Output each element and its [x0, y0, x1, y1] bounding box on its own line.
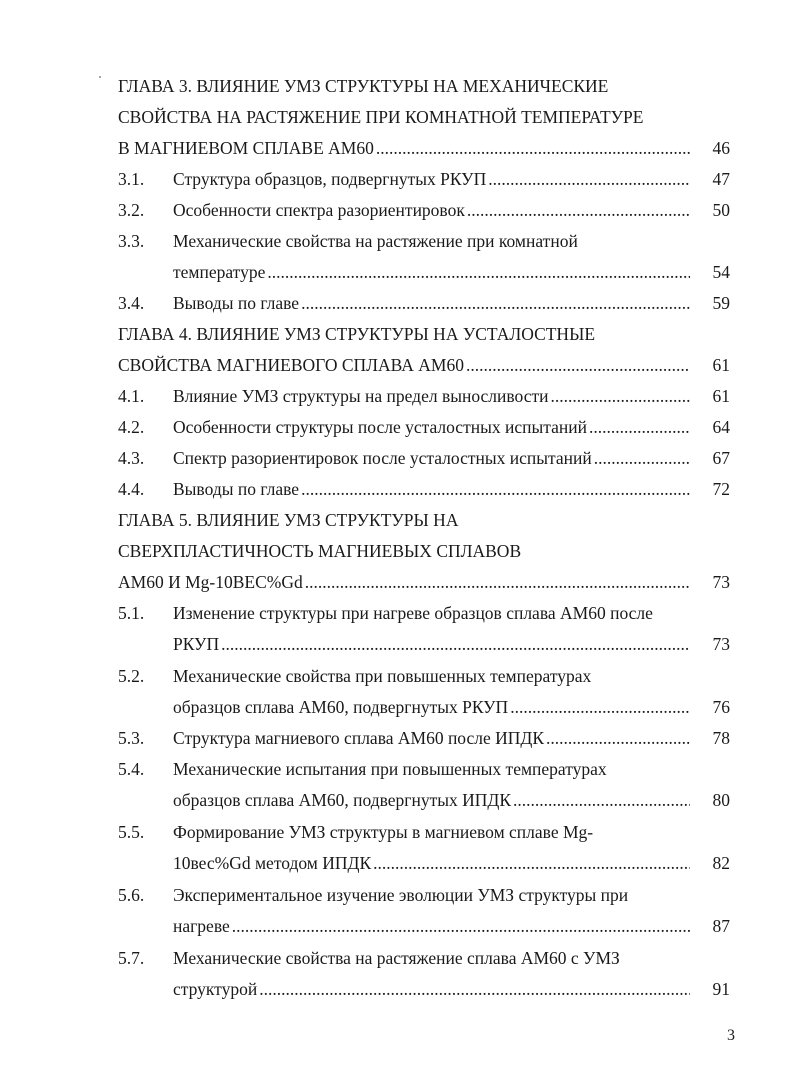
toc-entry-3-3-cont: температуре ..... 54	[118, 260, 730, 284]
toc-chapter-4-line-2: СВОЙСТВА МАГНИЕВОГО СПЛАВА АМ60 ..... 61	[118, 353, 730, 377]
toc-chapter-5-line-3: АМ60 И Mg-10ВЕС%Gd ..... 73	[118, 570, 730, 594]
toc-entry-5-5: 5.5. Формирование УМЗ структуры в магниевом сплаве Mg-	[118, 822, 594, 842]
toc-entry-3-3: 3.3. Механические свойства на растяжение при комнатной	[118, 231, 578, 251]
toc-entry-5-1-cont: РКУП ..... 73	[118, 632, 730, 656]
toc-chapter-3-line-1: ГЛАВА 3. ВЛИЯНИЕ УМЗ СТРУКТУРЫ НА МЕХАНИЧЕСКИЕ	[118, 76, 609, 96]
toc-entry-4-3: 4.3. Спектр разориентировок после усталостных испытаний ..... 67	[118, 446, 730, 470]
toc-entry-5-4-cont: образцов сплава АМ60, подвергнутых ИПДК ..... 80	[118, 788, 730, 812]
toc-entry-5-2: 5.2. Механические свойства при повышенных температурах	[118, 666, 592, 686]
toc-entry-5-6: 5.6. Экспериментальное изучение эволюции УМЗ структуры при	[118, 885, 629, 905]
toc-chapter-5-line-1: ГЛАВА 5. ВЛИЯНИЕ УМЗ СТРУКТУРЫ НА	[118, 510, 459, 530]
toc-entry-5-5-cont: 10вес%Gd методом ИПДК ..... 82	[118, 851, 730, 875]
toc-entry-3-2: 3.2. Особенности спектра разориентировок ..... 50	[118, 198, 730, 222]
page-number: 3	[727, 1027, 735, 1044]
toc-entry-3-1: 3.1. Структура образцов, подвергнутых РКУП ..... 47	[118, 167, 730, 191]
toc-entry-4-1: 4.1. Влияние УМЗ структуры на предел выносливости ..... 61	[118, 384, 730, 408]
toc-entry-5-4: 5.4. Механические испытания при повышенных температурах	[118, 759, 607, 779]
scan-speck	[99, 76, 101, 78]
toc-entry-4-4: 4.4. Выводы по главе ..... 72	[118, 477, 730, 501]
toc-entry-3-4: 3.4. Выводы по главе ..... 59	[118, 291, 730, 315]
toc-entry-4-2: 4.2. Особенности структуры после усталостных испытаний ..... 64	[118, 415, 730, 439]
toc-entry-5-7: 5.7. Механические свойства на растяжение сплава АМ60 с УМЗ	[118, 948, 620, 968]
toc-chapter-3-line-2: СВОЙСТВА НА РАСТЯЖЕНИЕ ПРИ КОМНАТНОЙ ТЕМПЕРАТУРЕ	[118, 107, 644, 127]
toc-entry-5-3: 5.3. Структура магниевого сплава АМ60 после ИПДК ..... 78	[118, 726, 730, 750]
toc-entry-5-2-cont: образцов сплава АМ60, подвергнутых РКУП ..... 76	[118, 695, 730, 719]
toc-chapter-3-line-3: В МАГНИЕВОМ СПЛАВЕ АМ60 ..... 46	[118, 136, 730, 160]
toc-entry-5-6-cont: нагреве ..... 87	[118, 914, 730, 938]
toc-entry-5-1: 5.1. Изменение структуры при нагреве образцов сплава АМ60 после	[118, 603, 653, 623]
toc-chapter-5-line-2: СВЕРХПЛАСТИЧНОСТЬ МАГНИЕВЫХ СПЛАВОВ	[118, 541, 522, 561]
toc-chapter-4-line-1: ГЛАВА 4. ВЛИЯНИЕ УМЗ СТРУКТУРЫ НА УСТАЛОСТНЫЕ	[118, 324, 596, 344]
toc-entry-5-7-cont: структурой ..... 91	[118, 977, 730, 1001]
toc-page-number: 46	[712, 138, 730, 158]
